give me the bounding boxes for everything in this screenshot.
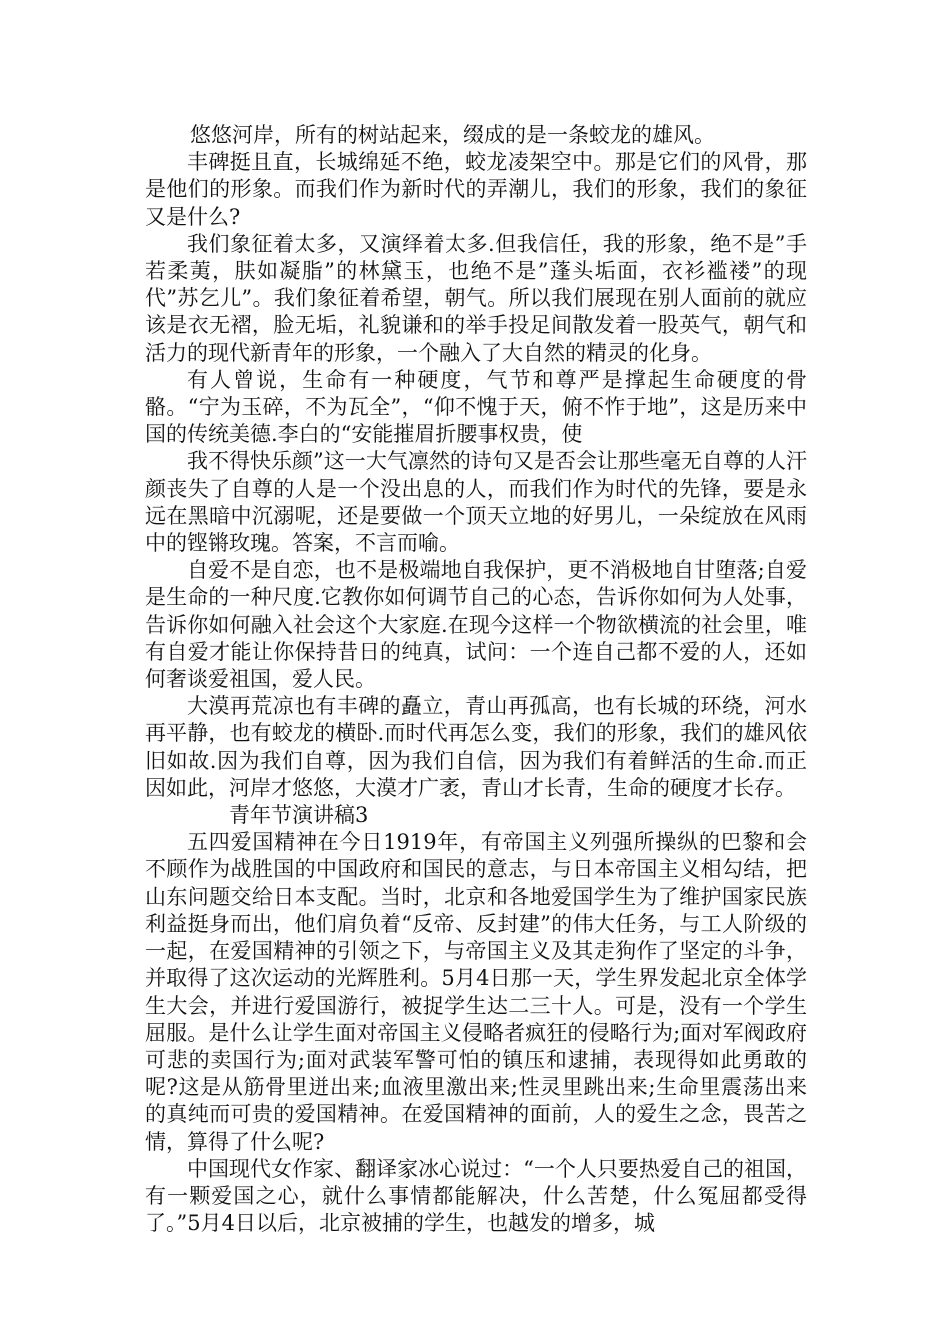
paragraph: 自爱不是自恋，也不是极端地自我保护，更不消极地自甘堕落;自爱是生命的一种尺度.它教你如何调节自己的心态，告诉你如何为人处事，告诉你如何融入社会这个大家庭.在现今这样一个物欲横流的社会里，唯有自爱才能让你保持昔日的纯真，试问：一个连自己都不爱的人，还如何奢谈爱祖国，爱人民。 <box>145 558 807 692</box>
paragraph: 有人曾说，生命有一种硬度，气节和尊严是撑起生命硬度的骨骼。“宁为玉碎，不为瓦全”，“仰不愧于天，俯不怍于地”，这是历来中国的传统美德.李白的“安能摧眉折腰事权贵，使 <box>145 367 807 447</box>
paragraph: 五四爱国精神在今日1919年，有帝国主义列强所操纵的巴黎和会不顾作为战胜国的中国政府和国民的意志，与日本帝国主义相勾结，把山东问题交给日本支配。当时，北京和各地爱国学生为了维护国家民族利益挺身而出，他们肩负着“反帝、反封建”的伟大任务，与工人阶级的一起，在爱国精神的引领之下，与帝国主义及其走狗作了坚定的斗争，并取得了这次运动的光辉胜利。5月4日那一天，学生界发起北京全体学生大会，并进行爱国游行，被捉学生达二三十人。可是，没有一个学生屈服。是什么让学生面对帝国主义侵略者疯狂的侵略行为;面对军阀政府可悲的卖国行为;面对武装军警可怕的镇压和逮捕，表现得如此勇敢的呢?这是从筋骨里迸出来;血液里激出来;性灵里跳出来;生命里震荡出来的真纯而可贵的爱国精神。在爱国精神的面前，人的爱生之念，畏苦之情，算得了什么呢? <box>145 830 807 1154</box>
paragraph: 悠悠河岸，所有的树站起来，缀成的是一条蛟龙的雄风。 <box>190 123 715 147</box>
paragraph: 丰碑挺且直，长城绵延不绝，蛟龙凌架空中。那是它们的风骨，那是他们的形象。而我们作为新时代的弄潮儿，我们的形象，我们的象征又是什么? <box>145 150 807 229</box>
document-page <box>145 122 807 1237</box>
section-heading: 青年节演讲稿3 <box>229 803 369 828</box>
paragraph: 大漠再荒凉也有丰碑的矗立，青山再孤高，也有长城的环绕，河水再平静，也有蛟龙的横卧.而时代再怎么变，我们的形象，我们的雄风依旧如故.因为我们自尊，因为我们自信，因为我们有着鲜活的生命.而正因如此，河岸才悠悠，大漠才广袤，青山才长青，生命的硬度才长存。 <box>145 694 807 800</box>
paragraph: 我们象征着太多，又演绎着太多.但我信任，我的形象，绝不是”手若柔荑，肤如凝脂”的林黛玉，也绝不是”蓬头垢面，衣衫褴褛”的现代”苏乞儿”。我们象征着希望，朝气。所以我们展现在别人面前的就应该是衣无褶，脸无垢，礼貌谦和的举手投足间散发着一股英气，朝气和活力的现代新青年的形象，一个融入了大自然的精灵的化身。 <box>145 231 807 365</box>
paragraph: 中国现代女作家、翻译家冰心说过：“一个人只要热爱自己的祖国，有一颗爱国之心，就什么事情都能解决，什么苦楚，什么冤屈都受得了。”5月4日以后，北京被捕的学生，也越发的增多，城 <box>145 1156 807 1236</box>
paragraph: 我不得快乐颜”这一大气凛然的诗句又是否会让那些毫无自尊的人汗颜丧失了自尊的人是一个没出息的人，而我们作为时代的先锋，要是永远在黑暗中沉溺呢，还是要做一个顶天立地的好男儿，一朵绽放在风雨中的铿锵玫瑰。答案，不言而喻。 <box>145 449 807 556</box>
